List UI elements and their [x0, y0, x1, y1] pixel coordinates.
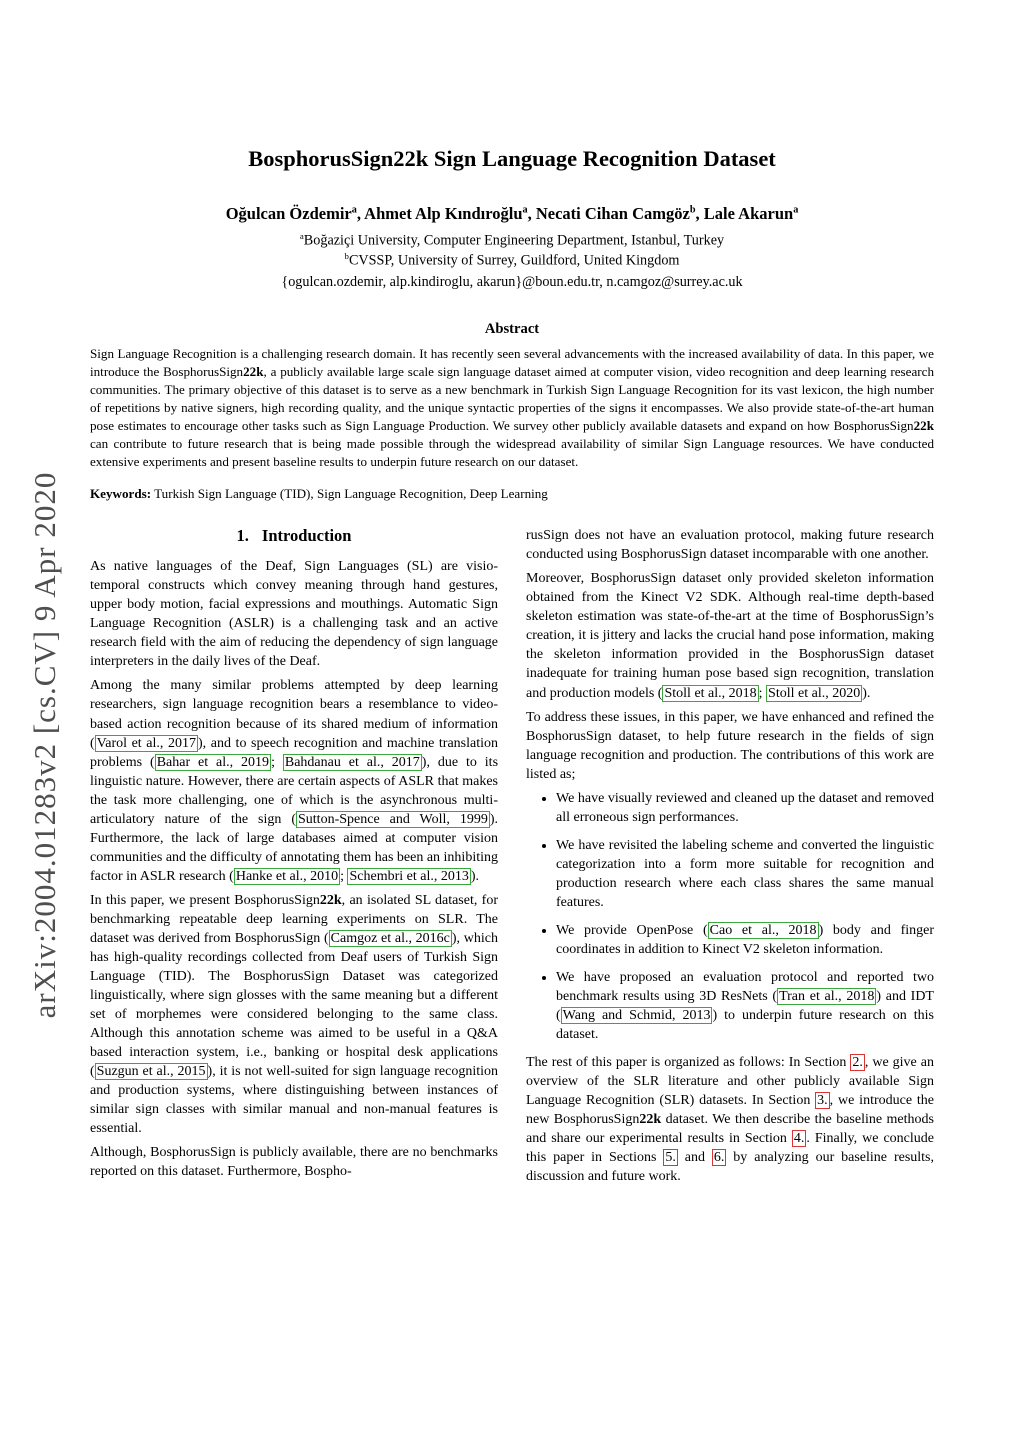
paragraph-intro-3: In this paper, we present BosphorusSign22k, an isolated SL dataset, for benchmarking repeatable deep learning experiments on SLR. The dataset was derived from BosphorusSign ( Camgoz et al., 2016c ), which has high-quality recordings collected from Deaf users of Turkish Sign Language (TID). The BosphorusSign Dataset was categorized linguistically, where sign glosses with the same meaning but a different set of morphemes were considered belonging to the same class. Although this annotation scheme was aimed to be useful in a Q&A based interaction system, i.e., banking or hospital desk applications ( Suzgun et al., 2015 ), it is not well-suited for sign language recognition and production systems, where distinguishing between instances of similar sign classes with similar manual and non-manual features is essential. [90, 892, 498, 1137]
arxiv-watermark: arXiv:2004.01283v2 [cs.CV] 9 Apr 2020 [27, 471, 62, 1019]
section-ref-link[interactable]: 3. [817, 1093, 828, 1109]
citation-link[interactable]: Wang and Schmid, 2013 [562, 1007, 711, 1023]
contributions-list [540, 789, 934, 1044]
section-1-heading [90, 526, 498, 546]
section-ref-link[interactable]: 6. [713, 1150, 725, 1166]
right-column [526, 526, 934, 1191]
contribution-item-3: • We provide OpenPose ( Cao et al., 2018 ) body and finger coordinates in addition to Kinect V2 skeleton information. [556, 921, 934, 959]
citation-link[interactable]: Varol et al., 2017 [96, 735, 196, 751]
paragraph-intro-1: As native languages of the Deaf, Sign Languages (SL) are visio-temporal constructs which convey meaning through hand gestures, upper body motion, facial expressions and mouthings. Automatic Sign Language Recognition (ASLR) is a challenging task and an active research field with the aim of reducing the dependency of sign language interpreters in the daily lives of the Deaf. [90, 559, 498, 670]
citation-link[interactable]: Camgoz et al., 2016c [330, 930, 450, 946]
citation-link[interactable]: Bahar et al., 2019 [156, 754, 270, 770]
two-column-body [90, 526, 934, 1191]
affiliation-2: $^b$CVSSP, University of Surrey, Guildford, United Kingdom [344, 250, 680, 269]
affiliation-1: $^a$Boğaziçi University, Computer Engineering Department, Istanbul, Turkey [299, 231, 725, 249]
authors-line: Oğulcan Özdemir$^a$, Ahmet Alp Kındıroğlu$^a$, Necati Cihan Camgöz$^b$, Lale Akarun$^a$ [225, 204, 799, 223]
abstract-text: Sign Language Recognition is a challenging research domain. It has recently seen several advancements with the increased availability of data. In this paper, we introduce the BosphorusSign22k, a publicly available large scale sign language dataset aimed at computer vision, video recognition and deep learning research communities. The primary objective of this dataset is to serve as a new benchmark in Turkish Sign Language Recognition for its vast lexicon, the high number of repetitions by native signers, high recording quality, and the unique syntactic properties of the signs it encompasses. We also provide state-of-the-art human pose estimates to encourage other tasks such as Sign Language Production. We survey other publicly available datasets and expand on how BosphorusSign22k can contribute to future research that is being made possible through the widespread availability of similar Sign Language resources. We have conducted extensive experiments and present baseline results to underpin future research on our dataset. [90, 345, 934, 470]
citation-link[interactable]: Suzgun et al., 2015 [96, 1064, 206, 1080]
paragraph-intro-5: rusSign does not have an evaluation protocol, making future research conducted using BosphorusSign dataset incomparable with one another. [526, 528, 934, 563]
paragraph-intro-2: Among the many similar problems attempted by deep learning researchers, sign language recognition bears a resemblance to video-based action recognition because of its shared medium of information ( Varol et al., 2017 ), and to speech recognition and machine translation problems ( Bahar et al., 2019 ; Bahdanau et al., 2017 ), due to its linguistic nature. However, there are certain aspects of ASLR that makes the task more challenging, one of which is the asynchronous multi-articulatory nature of the sign ( Sutton-Spence and Woll, 1999 ). Furthermore, the lack of large databases aimed at computer vision communities and the difficulty of annotating them has been an inhibiting factor in ASLR research ( Hanke et al., 2010 ; Schembri et al., 2013 ). [90, 678, 499, 884]
citation-link[interactable]: Sutton-Spence and Woll, 1999 [298, 811, 488, 827]
paragraph-contributions-lead: To address these issues, in this paper, we have enhanced and refined the BosphorusSign dataset, to help future research in the fields of sign language recognition and production. The contributions of this work are listed as; [526, 709, 934, 782]
citation-link[interactable]: Tran et al., 2018 [779, 988, 875, 1004]
citation-link[interactable]: Stoll et al., 2020 [768, 685, 861, 701]
paragraph-paper-outline: The rest of this paper is organized as follows: In Section 2. , we give an overview of the SLR literature and other publicly available Sign Language Recognition (SLR) datasets. In Section 3. , we introduce the new BosphorusSign22k dataset. We then describe the baseline methods and share our experimental results in Section 4. . Finally, we conclude this paper in Sections 5. and 6. by analyzing our baseline results, discussion and future work. [526, 1055, 934, 1185]
section-number: 1. [236, 526, 249, 546]
section-ref-link[interactable]: 4. [793, 1131, 805, 1147]
paragraph-intro-4: Although, BosphorusSign is publicly available, there are no benchmarks reported on this dataset. Furthermore, Bospho- [90, 1145, 498, 1180]
keywords-line: Keywords: Turkish Sign Language (TID), Sign Language Recognition, Deep Learning [90, 486, 548, 502]
paper-title: BosphorusSign22k Sign Language Recognition Dataset [248, 146, 776, 171]
section-ref-link[interactable]: 2. [852, 1055, 863, 1071]
contribution-item-2: • We have revisited the labeling scheme and converted the linguistic categorization into a form more suitable for recognition and production research where each class shares the same manual features. [556, 836, 934, 912]
citation-link[interactable]: Hanke et al., 2010 [235, 868, 339, 884]
emails-line: {ogulcan.ozdemir, alp.kindiroglu, akarun}@boun.edu.tr, n.camgoz@surrey.ac.uk [281, 273, 743, 290]
citation-link[interactable]: Cao et al., 2018 [709, 922, 817, 938]
citation-link[interactable]: Schembri et al., 2013 [349, 868, 469, 884]
contribution-item-4: • We have proposed an evaluation protocol and reported two benchmark results using 3D ResNets ( Tran et al., 2018 ) and IDT ( Wang and Schmid, 2013 ) to underpin future research on this dataset. [556, 968, 934, 1044]
left-column [90, 526, 498, 1191]
abstract-heading: Abstract [484, 320, 540, 337]
section-ref-link[interactable]: 5. [665, 1150, 676, 1166]
section-title: Introduction [261, 526, 352, 546]
paragraph-intro-6: Moreover, BosphorusSign dataset only provided skeleton information obtained from the Kinect V2 SDK. Although real-time depth-based skeleton estimation was state-of-the-art at the time of BosphorusSign’s creation, it is jittery and lacks the crucial hand pose information, making the skeleton information provided in the BosphorusSign dataset inadequate for training human pose based sign recognition, translation and production models ( Stoll et al., 2018 ; Stoll et al., 2020 ). [526, 571, 934, 701]
citation-link[interactable]: Bahdanau et al., 2017 [284, 754, 420, 770]
contribution-item-1: • We have visually reviewed and cleaned up the dataset and removed all erroneous sign performances. [556, 789, 934, 827]
citation-link[interactable]: Stoll et al., 2018 [664, 685, 757, 701]
